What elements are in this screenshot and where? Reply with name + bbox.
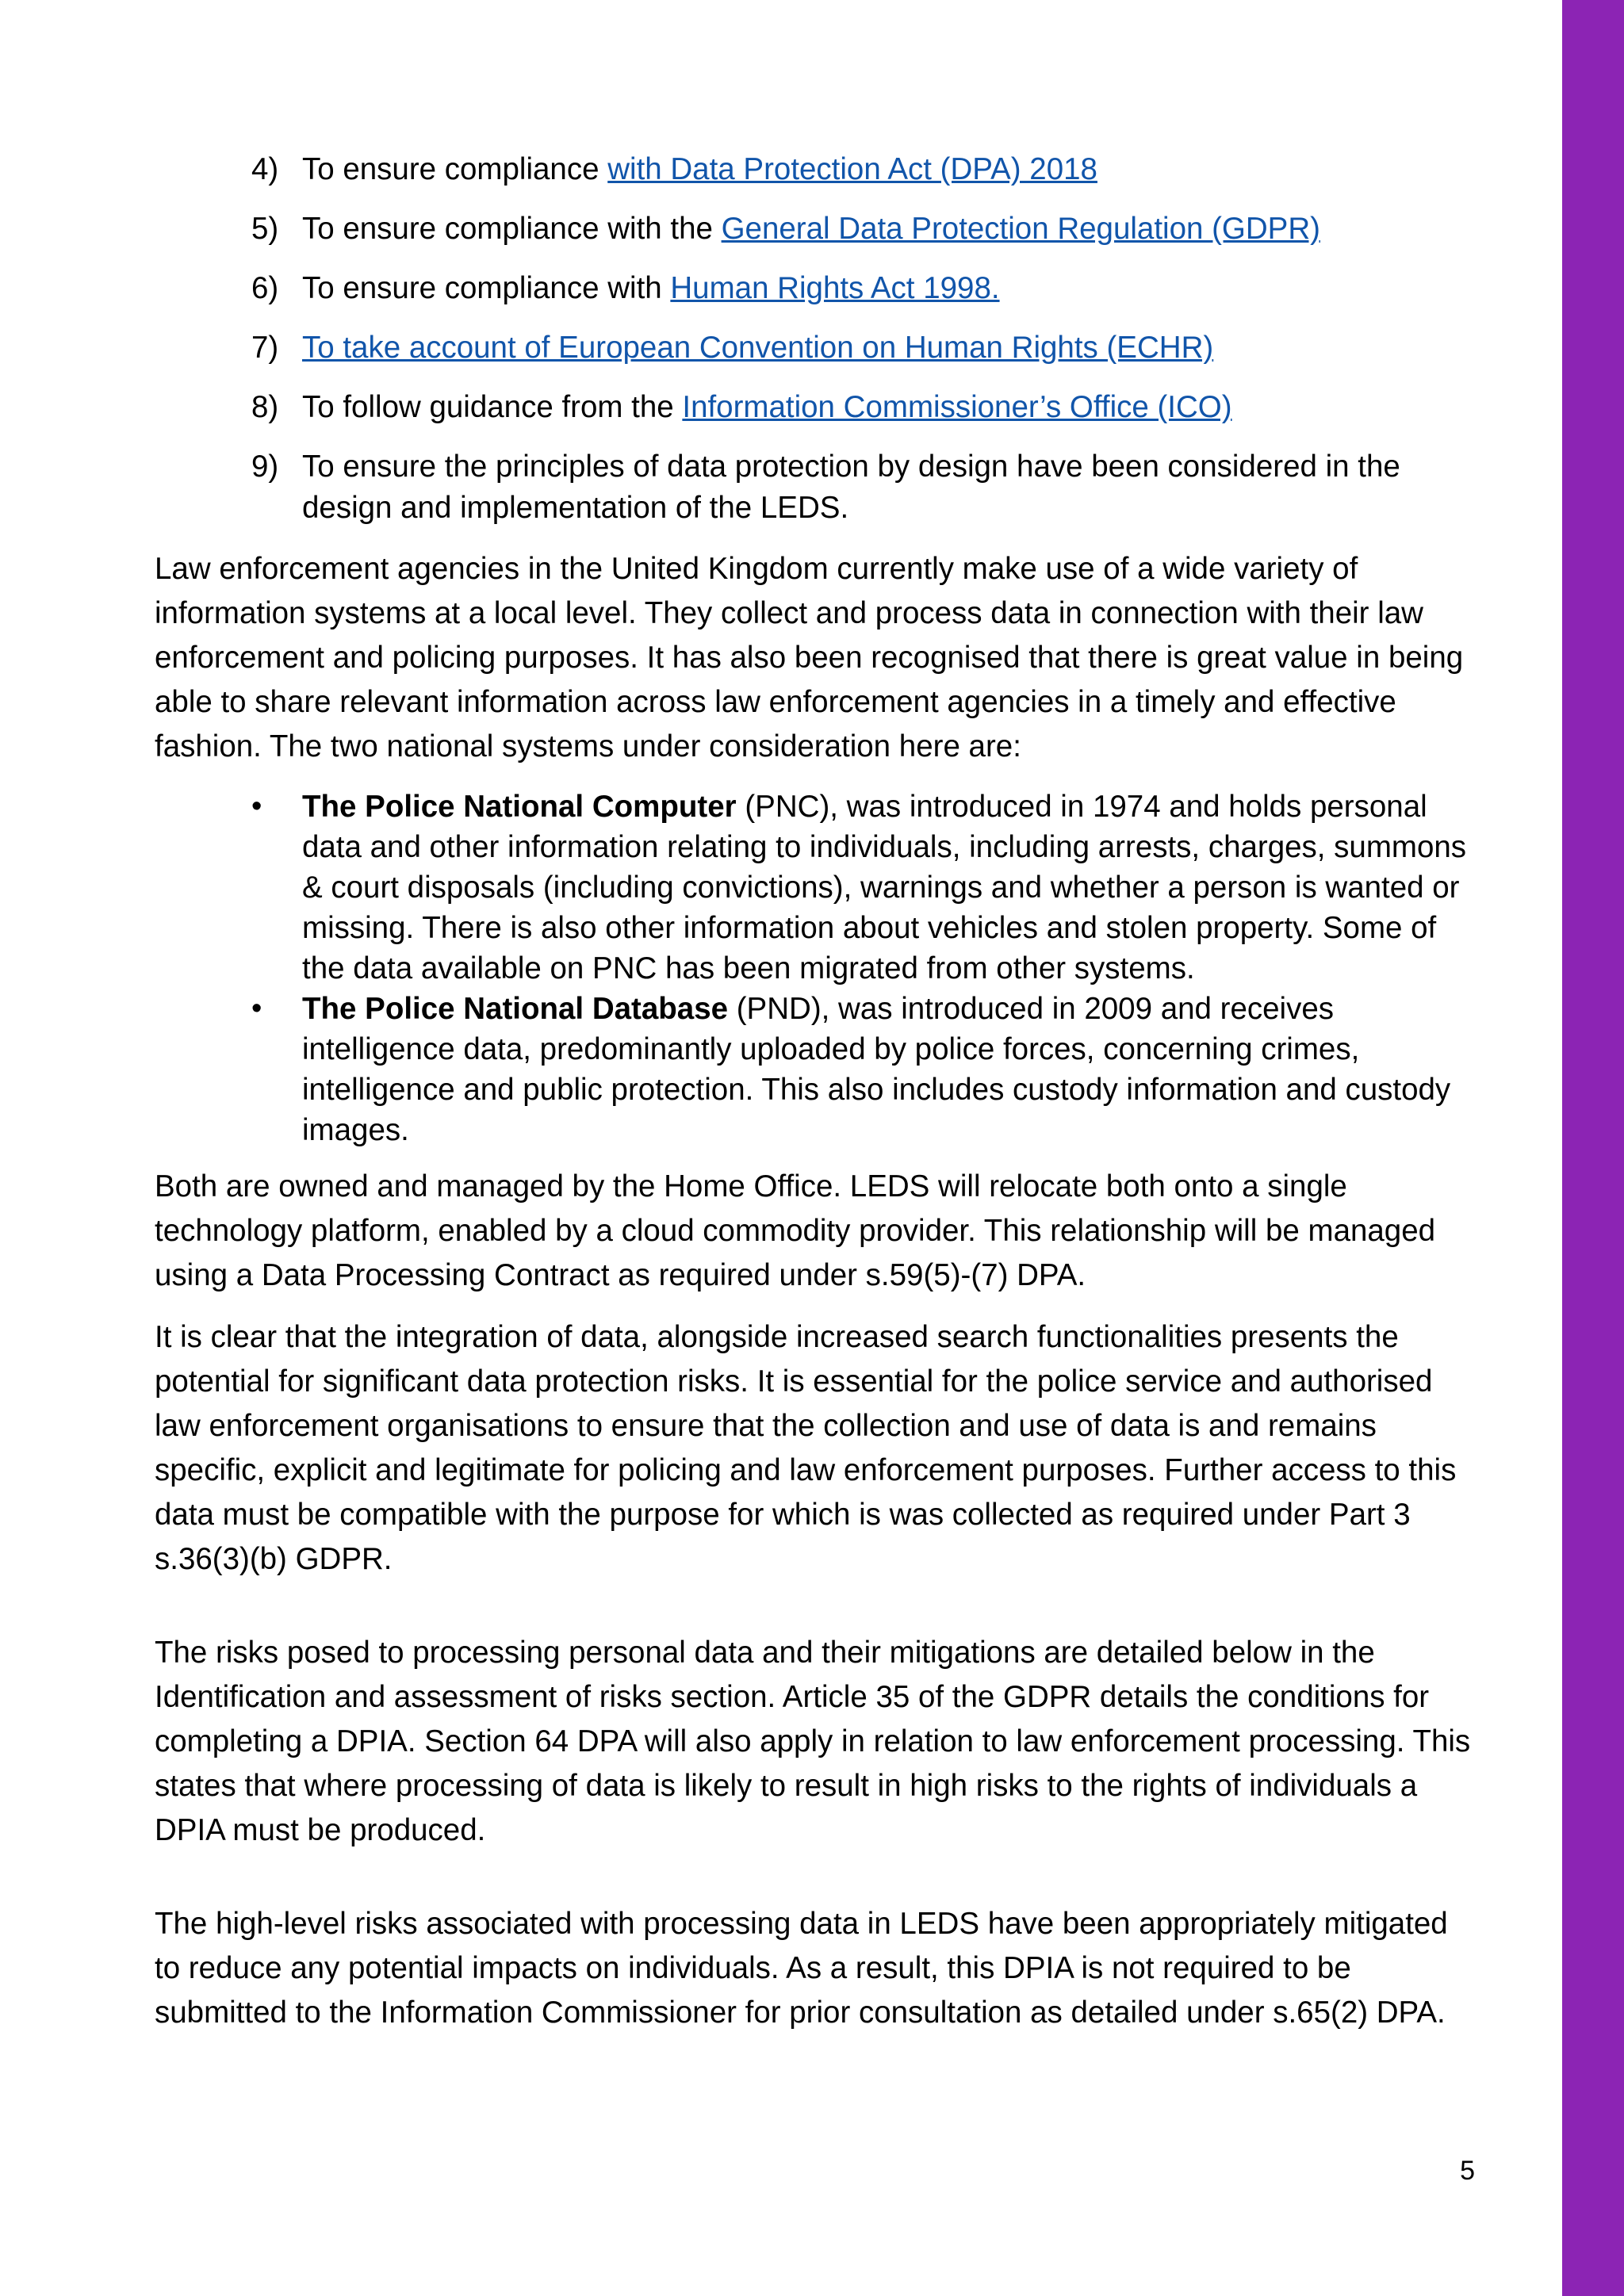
numbered-list	[155, 149, 1471, 529]
paragraph-intro: Law enforcement agencies in the United Kingdom currently make use of a wide variety of information systems at a local level. They collect and process data in connection with their law enforcement and policing purposes. It has also been recognised that there is great value in being able to share relevant information across law enforcement agencies in a timely and effective fashion. The two national systems under consideration here are:	[155, 552, 1464, 763]
link-ico[interactable]: Information Commissioner’s Office (ICO)	[682, 390, 1232, 424]
bullet-list	[155, 786, 1471, 1150]
list-number: 6)	[251, 271, 279, 305]
list-number: 7)	[251, 331, 279, 365]
list-number: 4)	[251, 152, 279, 186]
list-number: 9)	[251, 450, 279, 484]
list-item	[155, 209, 1471, 250]
list-item	[155, 268, 1471, 309]
list-text: To ensure compliance with the	[302, 212, 722, 246]
list-text: To ensure compliance with	[302, 271, 671, 305]
bullet-text: (PNC), was introduced in 1974 and holds personal data and other information relating to individuals, including arrests, charges, summons & court disposals (including convictions), warnings and whether a person is wanted or missing. There is also other information about vehicles and stolen property. Some of the data available on PNC has been migrated from other systems.	[302, 790, 1467, 985]
bullet-text: (PND), was introduced in 2009 and receives intelligence data, predominantly uploaded by police forces, concerning crimes, intelligence and public protection. This also includes custody information and custody images.	[302, 992, 1451, 1147]
bullet-title: The Police National Computer	[302, 790, 737, 824]
list-text: To ensure compliance	[302, 152, 608, 186]
list-number: 5)	[251, 212, 279, 246]
list-item	[155, 149, 1471, 190]
link-dpa-2018[interactable]: with Data Protection Act (DPA) 2018	[607, 152, 1097, 186]
bullet-icon: •	[251, 992, 262, 1025]
bullet-title: The Police National Database	[302, 992, 729, 1026]
link-echr[interactable]: To take account of European Convention on Human Rights (ECHR)	[302, 331, 1214, 365]
link-gdpr[interactable]: General Data Protection Regulation (GDPR)	[721, 212, 1320, 246]
list-item	[155, 327, 1471, 369]
bullet-item-pnc	[155, 786, 1471, 989]
link-human-rights-act[interactable]: Human Rights Act 1998.	[670, 271, 1000, 305]
bullet-item-pnd	[155, 989, 1471, 1150]
page-number: 5	[1460, 2156, 1475, 2186]
list-text: To ensure the principles of data protection by design have been considered in the design and implementation of the LEDS.	[302, 450, 1400, 525]
bullet-icon: •	[251, 790, 262, 823]
list-number: 8)	[251, 390, 279, 424]
list-item	[155, 387, 1471, 428]
paragraph-integration: It is clear that the integration of data, alongside increased search functionalities presents the potential for significant data protection risks. It is essential for the police service and authorised law enforcement organisations to ensure that the collection and use of data is and remains specific, explicit and legitimate for policing and law enforcement purposes. Further access to this data must be compatible with the purpose for which is was collected as required under Part 3 s.36(3)(b) GDPR.	[155, 1320, 1457, 1576]
decorative-side-bar	[1562, 0, 1624, 2296]
paragraph-owned: Both are owned and managed by the Home Office. LEDS will relocate both onto a single technology platform, enabled by a cloud commodity provider. This relationship will be managed using a Data Processing Contract as required under s.59(5)-(7) DPA.	[155, 1169, 1436, 1292]
paragraph-risks: The risks posed to processing personal data and their mitigations are detailed below in the Identification and assessment of risks section. Article 35 of the GDPR details the conditions for completing a DPIA. Section 64 DPA will also apply in relation to law enforcement processing. This states that where processing of data is likely to result in high risks to the rights of individuals a DPIA must be produced.	[155, 1636, 1471, 1847]
document-body	[155, 149, 1471, 2053]
list-item	[155, 446, 1471, 529]
list-text: To follow guidance from the	[302, 390, 683, 424]
paragraph-high-level: The high-level risks associated with processing data in LEDS have been appropriately mitigated to reduce any potential impacts on individuals. As a result, this DPIA is not required to be submitted to the Information Commissioner for prior consultation as detailed under s.65(2) DPA.	[155, 1907, 1448, 2030]
